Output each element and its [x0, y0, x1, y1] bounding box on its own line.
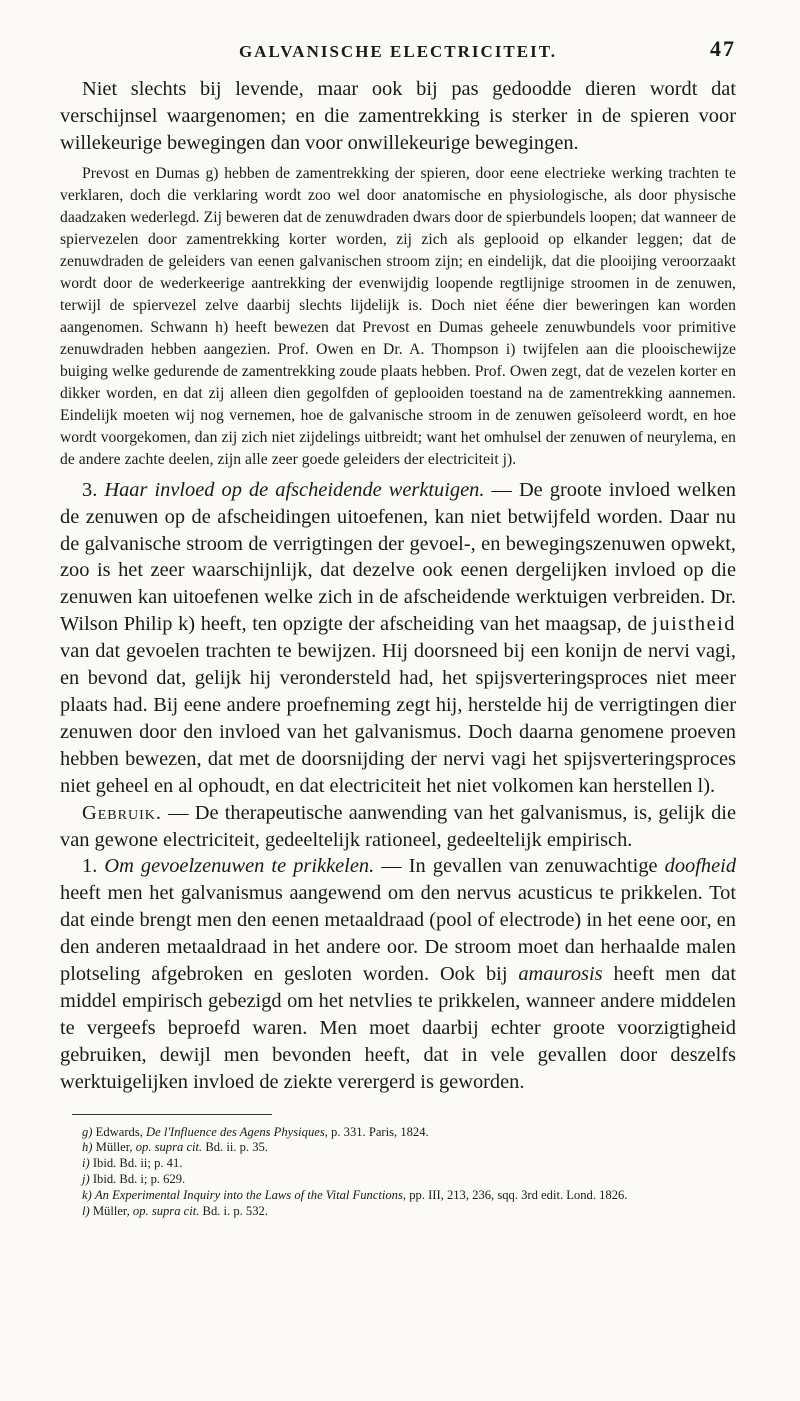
person-name: Wilson Philip [60, 613, 173, 636]
footnote-i: i) Ibid. Bd. ii; p. 41. [82, 1156, 183, 1171]
term-amaurosis: amaurosis [518, 963, 603, 986]
book-page [60, 36, 737, 1220]
paragraph-5: 1. Om gevoelzenuwen te prikkelen. — In gevallen van zenuwachtige doofheid heeft men het galvanismus aangewend om den nervus acusticus te prikkelen. Tot dat einde brengt men den eenen metaaldraad (pool of electrode) in het eene oor, en den anderen metaaldraad in het andere oor. De stroom moet dan herhaalde malen plotseling afgebroken en gesloten worden. Ook bij amaurosis heeft men dat middel empirisch gebezigd om het netvlies te prikkelen, wanneer andere middelen te vergeefs beproefd waren. Men moet daarbij echter groote voorzigtigheid gebruiken, dewijl men bevonden heeft, dat in vele gevallen door deszelfs werktuigelijken invloed de ziekte verergerd is geworden. [60, 855, 737, 1093]
section-number: 1. [82, 855, 98, 878]
footnote-j: j) Ibid. Bd. i; p. 629. [82, 1172, 186, 1187]
footnote-g: g) Edwards, De l'Influence des Agens Physiques, p. 331. Paris, 1824. [82, 1124, 429, 1139]
footnote-k: k) An Experimental Inquiry into the Laws of the Vital Functions, pp. III, 213, 236, sqq. 3rd edit. Lond. 1826. [82, 1188, 628, 1203]
emphasized-word: juistheid [652, 613, 736, 636]
footnote-h: h) Müller, op. supra cit. Bd. ii. p. 35. [82, 1140, 268, 1155]
section-heading: Om gevoelzenuwen te prikkelen. [104, 855, 375, 878]
footnote-l: l) Müller, op. supra cit. Bd. i. p. 532. [82, 1204, 268, 1219]
section-number: 3. [82, 478, 98, 501]
paragraph-3: 3. Haar invloed op de afscheidende werktuigen. — De groote invloed welken de zenuwen op de afscheidingen uitoefenen, kan niet betwijfeld worden. Daar nu de galvanische stroom de verrigtingen der gevoel-, en bewegingszenuwen opwekt, zoo is het zeer waarschijnlijk, dat dezelve ook eenen dergelijken invloed op die zenuwen kan uitoefenen welke zich in de afscheidende werktuigen verbreiden. Dr. Wilson Philip k) heeft, ten opzigte der afscheiding van het maagsap, de juistheid van dat gevoelen trachten te bewijzen. Hij doorsneed bij een konijn de nervi vagi, en bevond dat, gelijk hij verondersteld had, het spijsverteringsproces niet meer plaats had. Bij eene andere proefneming zegt hij, herstelde hij de verrigtingen dier zenuwen door den invloed van het galvanismus. Doch daarna genomene proeven hebben bewezen, dat met de doorsnijding der nervi vagi het spijsverteringsproces niet geheel en al ophoudt, en dat electriciteit het niet volkomen kan herstellen l). [60, 478, 736, 797]
running-title: GALVANISCHE ELECTRICITEIT. [238, 42, 558, 61]
footnotes [60, 1125, 736, 1220]
usage-label: Gebruik. [82, 801, 162, 824]
page-number: 47 [710, 36, 736, 61]
term-doofheid: doofheid [664, 855, 737, 878]
paragraph-2: Prevost en Dumas g) hebben de zamentrekking der spieren, door eene electrieke werking trachten te verklaren, doch die verklaring wordt zoo wel door anatomische en physiologische, als door physische daadzaken wederlegd. Zij beweren dat de zenuwdraden dwars door de spierbundels loopen; dat wanneer de spiervezelen door zamentrekking korter worden, zij zich als geplooid op elkander leggen; dat de zenuwdraden de geleiders van eenen galvanischen stroom zijn; en eindelijk, dat die plooijing veroorzaakt wordt door de wederkeerige aantrekking der evenwijdig loopende regtlijnige stroomen in de zenuwen, terwijl de spiervezel zelve daarbij slechts lijdelijk is. Doch niet ééne dier beweringen kan worden aangenomen. Schwann h) heeft bewezen dat Prevost en Dumas geheele zenuwbundels voor primitive zenuwdraden hebben aangezien. Prof. Owen en Dr. A. Thompson i) twijfelen aan die plooischewijze buiging welke gedurende de zamentrekking zoude plaats hebben. Prof. Owen zegt, dat de vezelen korter en dikker worden, en dat zij alleen dien gegolfden of geplooiden toestand na de zamentrekking aannemen. Eindelijk moeten wij nog vernemen, hoe de galvanische stroom in de zenuwen geïsoleerd wordt, en hoe wordt voorgekomen, dan zij zich niet zijdelings uitbreidt; want het omhulsel der zenuwen of neurylema, en de andere zachte deelen, zijn alle zeer goede geleiders der electriciteit j). [60, 164, 736, 468]
running-head [60, 36, 736, 76]
paragraph-4: Gebruik. — De therapeutische aanwending van het galvanismus, is, gelijk die van gewone electriciteit, gedeeltelijk rationeel, gedeeltelijk empirisch. [60, 801, 736, 851]
paragraph-1: Niet slechts bij levende, maar ook bij pas gedoodde dieren wordt dat verschijnsel waargenomen; en die zamentrekking is sterker in de spieren voor willekeurige bewegingen dan voor onwillekeurige bewegingen. [60, 78, 736, 154]
footnote-rule [72, 1114, 272, 1115]
section-heading: Haar invloed op de afscheidende werktuigen. [104, 478, 485, 501]
